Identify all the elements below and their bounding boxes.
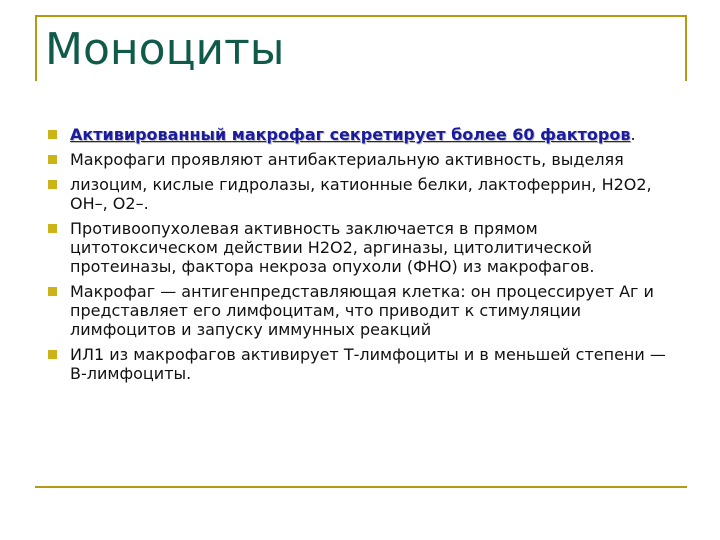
bullet-list: [48, 125, 683, 383]
bullet-text: Макрофаг — антигенпредставляющая клетка: он процессирует Аг и представляет его лимфоцитам, что приводит к стимуляции лимфоцитов и запуску иммунных реакций: [70, 282, 654, 339]
square-bullet-icon: [48, 130, 57, 139]
square-bullet-icon: [48, 224, 57, 233]
bullet-text: Макрофаги проявляют антибактериальную активность, выделяя: [70, 150, 624, 169]
square-bullet-icon: [48, 350, 57, 359]
bullet-content: [70, 125, 636, 144]
bullet-item: [48, 175, 683, 213]
bullet-item: [48, 282, 683, 339]
square-bullet-icon: [48, 155, 57, 164]
title-frame-top-line: [35, 15, 687, 17]
footer-divider-line: [35, 486, 687, 488]
bullet-text: ИЛ1 из макрофагов активирует Т-лимфоциты и в меньшей степени — В-лимфоциты.: [70, 345, 666, 383]
activated-macrophage-link[interactable]: Активированный макрофаг секретирует более 60 факторов: [70, 125, 631, 144]
bullet-item: [48, 219, 683, 276]
bullet-text: Противоопухолевая активность заключается в прямом цитотоксическом действии H2O2, аргиназы, цитолитической протеиназы, фактора некроза опухоли (ФНО) из макрофагов.: [70, 219, 595, 276]
title-frame-left-line: [35, 15, 37, 81]
bullet-text: лизоцим, кислые гидролазы, катионные белки, лактоферрин, H2O2, OH–, O2–.: [70, 175, 652, 213]
square-bullet-icon: [48, 180, 57, 189]
square-bullet-icon: [48, 287, 57, 296]
bullet-item: [48, 345, 683, 383]
bullet-text: .: [630, 125, 636, 144]
bullet-item: [48, 125, 683, 144]
title-frame-right-line: [685, 15, 687, 81]
bullet-item: [48, 150, 683, 169]
slide-title: Моноциты: [45, 24, 285, 75]
